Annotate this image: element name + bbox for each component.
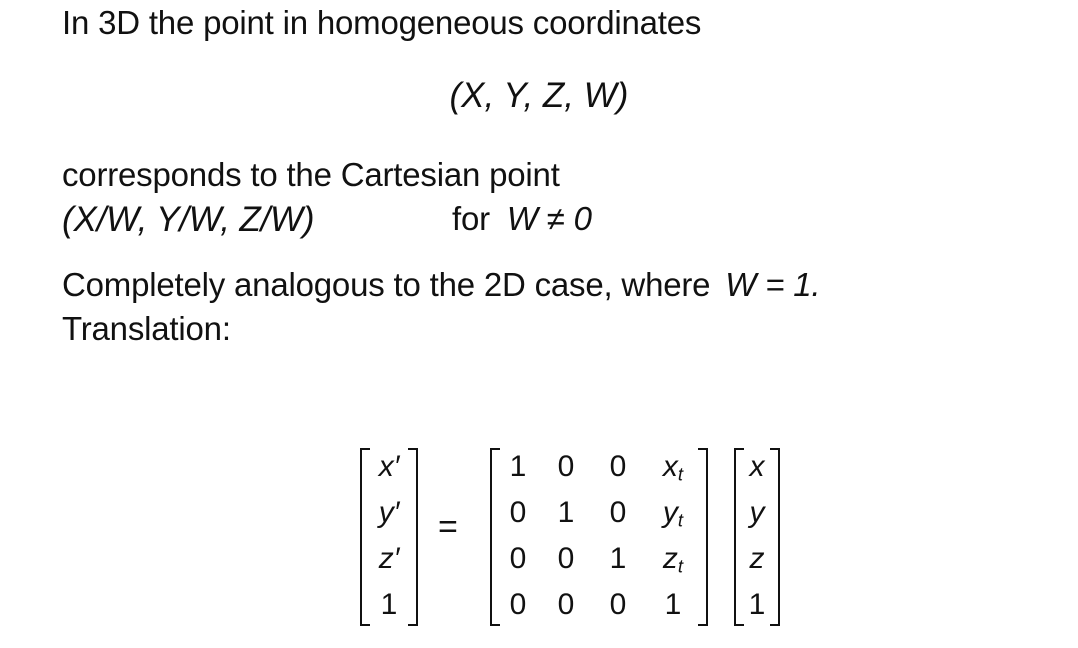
matrix-entry: 0 [609,588,627,621]
analogous-expression: W = 1. [725,266,821,303]
rhs-vector [734,448,780,624]
matrix-entry: $x_t$ [662,450,684,485]
matrix-entry: 1 [664,588,682,621]
intro-text: In 3D the point in homogeneous coordinates [62,4,702,41]
corresponds-text: corresponds to the Cartesian point [62,156,560,193]
condition [452,202,592,235]
lhs-entry: y′ [378,496,400,529]
matrix-entry: 0 [509,588,527,621]
rhs-entry: 1 [748,588,766,621]
matrix-entry: 1 [557,496,575,529]
equals-sign: = [438,508,458,546]
rhs-entry: x [749,450,765,483]
matrix-entry: 0 [509,496,527,529]
analogous-text: Completely analogous to the 2D case, where [62,266,711,303]
lhs-entry: 1 [380,588,398,621]
homogeneous-point: (X, Y, Z, W) [449,76,629,115]
matrix-entry: 1 [609,542,627,575]
translation-label: Translation: [62,310,231,347]
rhs-entry: z [749,542,765,575]
matrix-entry: 1 [509,450,527,483]
lhs-entry: z′ [378,542,400,575]
rhs-entry: y [749,496,765,529]
lhs-vector [360,448,418,624]
matrix-entry: 0 [609,450,627,483]
matrix-entry: $z_t$ [662,542,684,577]
translation-matrix [490,448,708,624]
condition-prefix: for [452,200,490,237]
matrix-entry: $y_t$ [662,496,684,531]
cartesian-point: (X/W, Y/W, Z/W) [62,200,315,239]
matrix-entry: 0 [609,496,627,529]
condition-expression: W ≠ 0 [506,200,592,237]
analogous-line [62,268,820,301]
matrix-entry: 0 [509,542,527,575]
lhs-entry: x′ [378,450,400,483]
matrix-entry: 0 [557,542,575,575]
matrix-entry: 0 [557,450,575,483]
matrix-entry: 0 [557,588,575,621]
right-bracket [698,448,708,626]
